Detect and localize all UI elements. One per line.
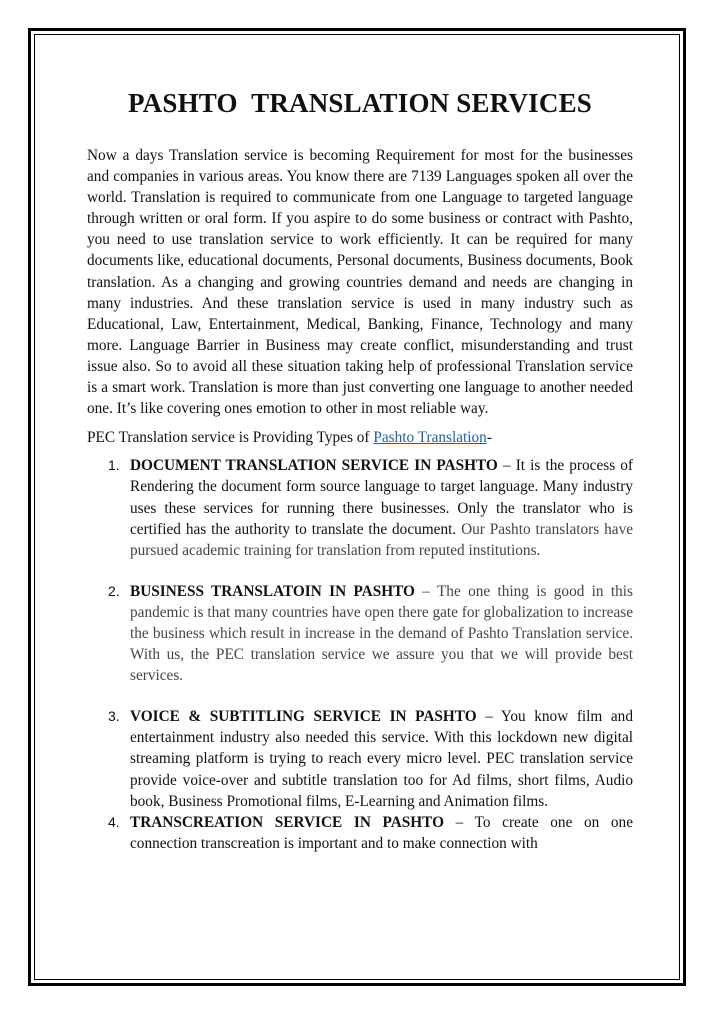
- list-item: [87, 581, 633, 686]
- list-item: [87, 812, 633, 854]
- service-body: – To create one on one connection transcreation is important and to make connection with: [130, 813, 633, 852]
- service-heading: DOCUMENT TRANSLATION SERVICE IN PASHTO: [130, 457, 498, 475]
- service-heading: TRANSCREATION SERVICE IN PASHTO: [130, 813, 444, 831]
- list-number: 1.: [108, 457, 120, 474]
- service-heading: BUSINESS TRANSLATOIN IN PASHTO: [130, 582, 415, 600]
- list-number: 4.: [108, 813, 120, 830]
- service-body: – The one thing is good in this pandemic is that many countries have open there gate for globalization to increase the business which result in increase in the demand of Pashto Translation service. With us, the PEC translation service we assure you that we will provide best services.: [130, 582, 634, 685]
- list-number: 3.: [108, 708, 120, 725]
- intro-paragraph: Now a days Translation service is becoming Requirement for most for the businesses and companies in various areas. You know there are 7139 Languages spoken all over the world. Translation is required to communicate from one Language to targeted language through written or oral form. If you aspire to do some business or contract with Pashto, you need to use translation service to work efficiently. It can be required for many documents like, educational documents, Personal documents, Business documents, Book translation. As a changing and growing countries demand and needs are changing in many industries. And these translation service is used in many industry such as Educational, Law, Entertainment, Medical, Banking, Finance, Technology and many more. Language Barrier in Business may create conflict, misunderstanding and trust issue also. So to avoid all these situation taking help of professional Translation service is a smart work. Translation is more than just converting one language to another needed one. It’s like covering ones emotion to other in most reliable way.: [87, 147, 633, 418]
- page-title: PASHTO TRANSLATION SERVICES: [127, 88, 593, 118]
- list-item: [87, 706, 633, 811]
- document-body: [87, 88, 633, 854]
- list-item: [87, 455, 633, 560]
- service-body: – It is the process of Rendering the document form source language to target language. Many industry uses these services for running there businesses. Only the translator who is certified has the authority to translate the document.: [130, 457, 633, 538]
- services-list: [87, 455, 633, 854]
- types-prefix: PEC Translation service is Providing Types of: [87, 429, 374, 447]
- service-body: – You know film and entertainment industry also needed this service. With this lockdown new digital streaming platform is trying to reach every micro level. PEC translation service provide voice-over and subtitle translation too for Ad films, short films, Audio book, Business Promotional films, E-Learning and Animation films.: [130, 708, 633, 810]
- service-extra: Our Pashto translators have pursued academic training for translation from reputed institutions.: [130, 520, 634, 559]
- types-suffix: -: [486, 429, 492, 447]
- service-heading: VOICE & SUBTITLING SERVICE IN PASHTO: [130, 708, 477, 726]
- pashto-translation-link[interactable]: Pashto Translation: [373, 429, 487, 447]
- types-intro-line: [87, 427, 633, 448]
- list-number: 2.: [108, 582, 120, 599]
